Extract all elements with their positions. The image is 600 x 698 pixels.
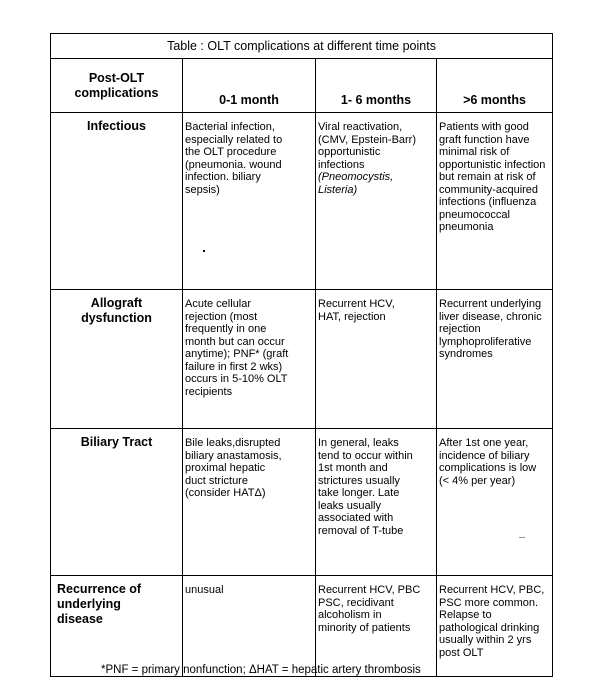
- table-title: Table : OLT complications at different time points: [51, 34, 553, 59]
- cell-infectious-0-1: Bacterial infection, especially related to the OLT procedure (pneumonia. wound infection. biliary sepsis): [183, 113, 316, 290]
- header-0-1-month: 0-1 month: [183, 59, 316, 113]
- scan-smudge: [519, 537, 525, 538]
- header-over-6-months: >6 months: [437, 59, 553, 113]
- table-row: [51, 113, 553, 290]
- cell-infectious-1-6: [316, 113, 437, 290]
- cell-allograft-0-1: Acute cellular rejection (most frequently in one month but can occur anytime); PNF* (graft failure in first 2 wks) occurs in 5-10% OLT recipients: [183, 290, 316, 429]
- cell-biliary-0-1: Bile leaks,disrupted biliary anastamosis, proximal hepatic duct stricture (consider HATΔ): [183, 429, 316, 576]
- table-row: [51, 290, 553, 429]
- cell-biliary-1-6: In general, leaks tend to occur within 1st month and strictures usually take longer. Late leaks usually associated with removal of T-tube: [316, 429, 437, 576]
- cell-recurrence-1-6: Recurrent HCV, PBC PSC, recidivant alcoholism in minority of patients: [316, 576, 437, 677]
- cell-infectious-over-6: Patients with good graft function have minimal risk of opportunistic infection but remain at risk of community-acquired infections (influenza pneumococcal pneumonia: [437, 113, 553, 290]
- header-1-6-months: 1- 6 months: [316, 59, 437, 113]
- cell-recurrence-over-6: Recurrent HCV, PBC, PSC more common. Relapse to pathological drinking usually within 2 yrs post OLT: [437, 576, 553, 677]
- olt-complications-table: [50, 33, 553, 677]
- header-complications: Post-OLT complications: [51, 59, 183, 113]
- row-label-recurrence: Recurrence of underlying disease: [51, 576, 183, 677]
- table-title-row: [51, 34, 553, 59]
- cell-biliary-over-6: After 1st one year, incidence of biliary complications is low (< 4% per year): [437, 429, 553, 576]
- cell-recurrence-0-1: unusual: [183, 576, 316, 677]
- scan-speck: [203, 250, 205, 252]
- row-label-allograft: Allograft dysfunction: [51, 290, 183, 429]
- row-label-biliary: Biliary Tract: [51, 429, 183, 576]
- infectious-1-6-text: Viral reactivation, (CMV, Epstein-Barr) opportunistic infections: [318, 121, 417, 171]
- cell-allograft-1-6: Recurrent HCV, HAT, rejection: [316, 290, 437, 429]
- table-header-row: [51, 59, 553, 113]
- table-row: [51, 576, 553, 677]
- table-row: [51, 429, 553, 576]
- infectious-1-6-italic: (Pneomocystis, Listeria): [318, 171, 394, 196]
- cell-allograft-over-6: Recurrent underlying liver disease, chronic rejection lymphoproliferative syndromes: [437, 290, 553, 429]
- footnote: *PNF = primary nonfunction; ΔHAT = hepatic artery thrombosis: [101, 664, 421, 676]
- row-label-infectious: Infectious: [51, 113, 183, 290]
